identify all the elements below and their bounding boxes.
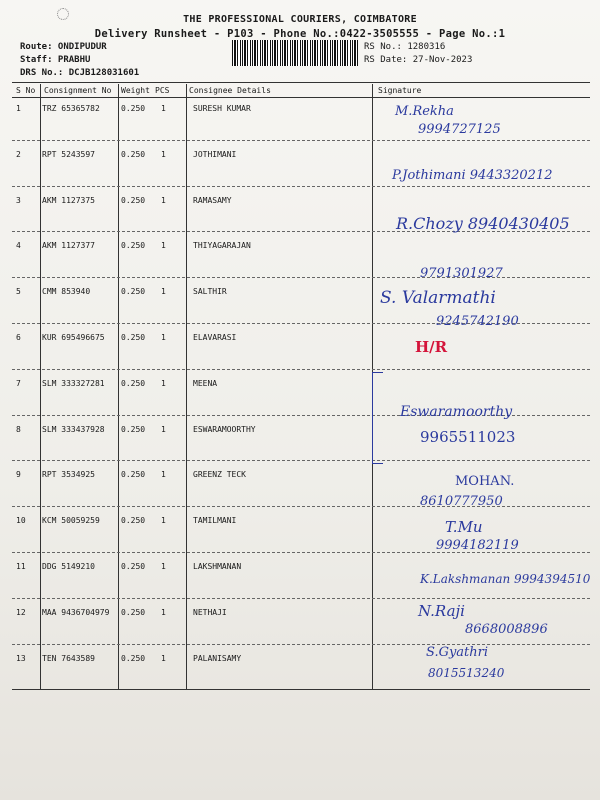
cell-pcs: 1 bbox=[161, 654, 166, 663]
signature-8-phone: 9965511023 bbox=[420, 428, 516, 446]
cell-sno: 11 bbox=[16, 562, 26, 571]
cell-consignee: LAKSHMANAN bbox=[193, 562, 242, 571]
cell-consignee: NETHAJI bbox=[193, 608, 227, 617]
cell-sno: 6 bbox=[16, 333, 21, 342]
cell-consignee: PALANISAMY bbox=[193, 654, 242, 663]
cell-consignee: GREENZ TECK bbox=[193, 470, 246, 479]
cell-consignment: AKM 1127375 bbox=[42, 196, 95, 205]
cell-pcs: 1 bbox=[161, 150, 166, 159]
header-pcs: PCS bbox=[155, 86, 170, 95]
row-separator bbox=[12, 598, 590, 599]
cell-pcs: 1 bbox=[161, 104, 166, 113]
cell-consignment: KCM 50059259 bbox=[42, 516, 100, 525]
cell-weight: 0.250 bbox=[121, 333, 146, 342]
signature-6: H/R bbox=[415, 338, 448, 356]
cell-pcs: 1 bbox=[161, 425, 166, 434]
cell-pcs: 1 bbox=[161, 287, 166, 296]
signature-bracket bbox=[372, 372, 383, 464]
cell-consignment: RPT 3534925 bbox=[42, 470, 95, 479]
route: Route: ONDIPUDUR bbox=[20, 42, 107, 52]
cell-consignment: CMM 853940 bbox=[42, 287, 91, 296]
cell-consignee: SURESH KUMAR bbox=[193, 104, 251, 113]
runsheet-title: Delivery Runsheet - P103 - Phone No.:0422-3505555 - Page No.:1 bbox=[94, 28, 506, 40]
signature-9-name: MOHAN. bbox=[455, 474, 515, 489]
signature-13-name: S.Gyathri bbox=[426, 645, 489, 660]
cell-sno: 4 bbox=[16, 241, 21, 250]
cell-consignee: THIYAGARAJAN bbox=[193, 241, 251, 250]
cell-sno: 7 bbox=[16, 379, 21, 388]
col-divider bbox=[40, 84, 41, 690]
cell-consignment: RPT 5243597 bbox=[42, 150, 95, 159]
cell-pcs: 1 bbox=[161, 516, 166, 525]
cell-sno: 1 bbox=[16, 104, 21, 113]
cell-sno: 13 bbox=[16, 654, 26, 663]
row-separator bbox=[12, 506, 590, 507]
signature-3-phone: 9791301927 bbox=[420, 266, 503, 281]
signature-10-phone: 9994182119 bbox=[436, 538, 519, 553]
cell-consignee: RAMASAMY bbox=[193, 196, 232, 205]
cell-weight: 0.250 bbox=[121, 562, 146, 571]
company-title: THE PROFESSIONAL COURIERS, COIMBATORE bbox=[183, 14, 417, 25]
cell-weight: 0.250 bbox=[121, 608, 146, 617]
cell-weight: 0.250 bbox=[121, 470, 146, 479]
signature-1-phone: 9994727125 bbox=[418, 122, 501, 137]
table-top-rule bbox=[12, 82, 590, 83]
cell-pcs: 1 bbox=[161, 379, 166, 388]
row-separator bbox=[12, 140, 590, 141]
cell-weight: 0.250 bbox=[121, 654, 146, 663]
cell-consignment: MAA 9436704979 bbox=[42, 608, 110, 617]
signature-5-name: S. Valarmathi bbox=[380, 288, 496, 308]
cell-consignment: SLM 333327281 bbox=[42, 379, 105, 388]
cell-pcs: 1 bbox=[161, 333, 166, 342]
cell-sno: 3 bbox=[16, 196, 21, 205]
cell-weight: 0.250 bbox=[121, 150, 146, 159]
cell-pcs: 1 bbox=[161, 562, 166, 571]
signature-3: R.Chozy 8940430405 bbox=[396, 214, 570, 233]
cell-sno: 10 bbox=[16, 516, 26, 525]
cell-sno: 9 bbox=[16, 470, 21, 479]
cell-consignee: JOTHIMANI bbox=[193, 150, 237, 159]
cell-consignee: MEENA bbox=[193, 379, 218, 388]
cell-sno: 5 bbox=[16, 287, 21, 296]
col-divider bbox=[118, 84, 119, 690]
cell-consignment: AKM 1127377 bbox=[42, 241, 95, 250]
barcode bbox=[232, 40, 358, 66]
header-consignee: Consignee Details bbox=[189, 86, 271, 95]
cell-pcs: 1 bbox=[161, 470, 166, 479]
cell-consignee: SALTHIR bbox=[193, 287, 227, 296]
header-sno: S No bbox=[16, 86, 36, 95]
signature-1-name: M.Rekha bbox=[395, 104, 454, 119]
cell-consignment: KUR 695496675 bbox=[42, 333, 105, 342]
signature-8-name: Eswaramoorthy bbox=[400, 404, 513, 420]
row-separator bbox=[12, 644, 590, 645]
signature-2: P.Jothimani 9443320212 bbox=[392, 168, 553, 183]
row-separator bbox=[12, 277, 590, 278]
cell-consignment: TEN 7643589 bbox=[42, 654, 95, 663]
signature-13-phone: 8015513240 bbox=[428, 666, 505, 680]
cell-pcs: 1 bbox=[161, 241, 166, 250]
drs-number: DRS No.: DCJB128031601 bbox=[20, 68, 140, 78]
cell-consignment: TRZ 65365782 bbox=[42, 104, 100, 113]
cell-pcs: 1 bbox=[161, 196, 166, 205]
cell-sno: 2 bbox=[16, 150, 21, 159]
cell-weight: 0.250 bbox=[121, 425, 146, 434]
row-separator bbox=[12, 186, 590, 187]
table-bottom-rule bbox=[12, 689, 590, 690]
cell-weight: 0.250 bbox=[121, 516, 146, 525]
staff: Staff: PRABHU bbox=[20, 55, 91, 65]
cell-sno: 8 bbox=[16, 425, 21, 434]
cell-pcs: 1 bbox=[161, 608, 166, 617]
header-consignment: Consignment No bbox=[44, 86, 112, 95]
cell-consignee: ESWARAMOORTHY bbox=[193, 425, 256, 434]
col-divider bbox=[186, 84, 187, 690]
cell-sno: 12 bbox=[16, 608, 26, 617]
row-separator bbox=[12, 369, 590, 370]
cell-weight: 0.250 bbox=[121, 241, 146, 250]
signature-9-phone: 8610777950 bbox=[420, 494, 503, 509]
cell-weight: 0.250 bbox=[121, 196, 146, 205]
signature-11: K.Lakshmanan 9994394510 bbox=[420, 572, 591, 586]
signature-12-name: N.Raji bbox=[418, 602, 465, 620]
cell-weight: 0.250 bbox=[121, 104, 146, 113]
signature-10-name: T.Mu bbox=[445, 518, 483, 536]
row-separator bbox=[12, 460, 590, 461]
rs-number: RS No.: 1280316 bbox=[364, 42, 446, 52]
cell-consignment: DDG 5149210 bbox=[42, 562, 95, 571]
cell-consignee: ELAVARASI bbox=[193, 333, 237, 342]
cell-weight: 0.250 bbox=[121, 287, 146, 296]
cell-consignee: TAMILMANI bbox=[193, 516, 237, 525]
header-signature: Signature bbox=[378, 86, 422, 95]
signature-12-phone: 8668008896 bbox=[465, 622, 548, 637]
cell-consignment: SLM 333437928 bbox=[42, 425, 105, 434]
table-header-rule bbox=[12, 97, 590, 98]
cell-weight: 0.250 bbox=[121, 379, 146, 388]
rs-date: RS Date: 27-Nov-2023 bbox=[364, 55, 473, 65]
signature-5-phone: 9245742190 bbox=[436, 314, 519, 329]
header-weight: Weight bbox=[121, 86, 150, 95]
